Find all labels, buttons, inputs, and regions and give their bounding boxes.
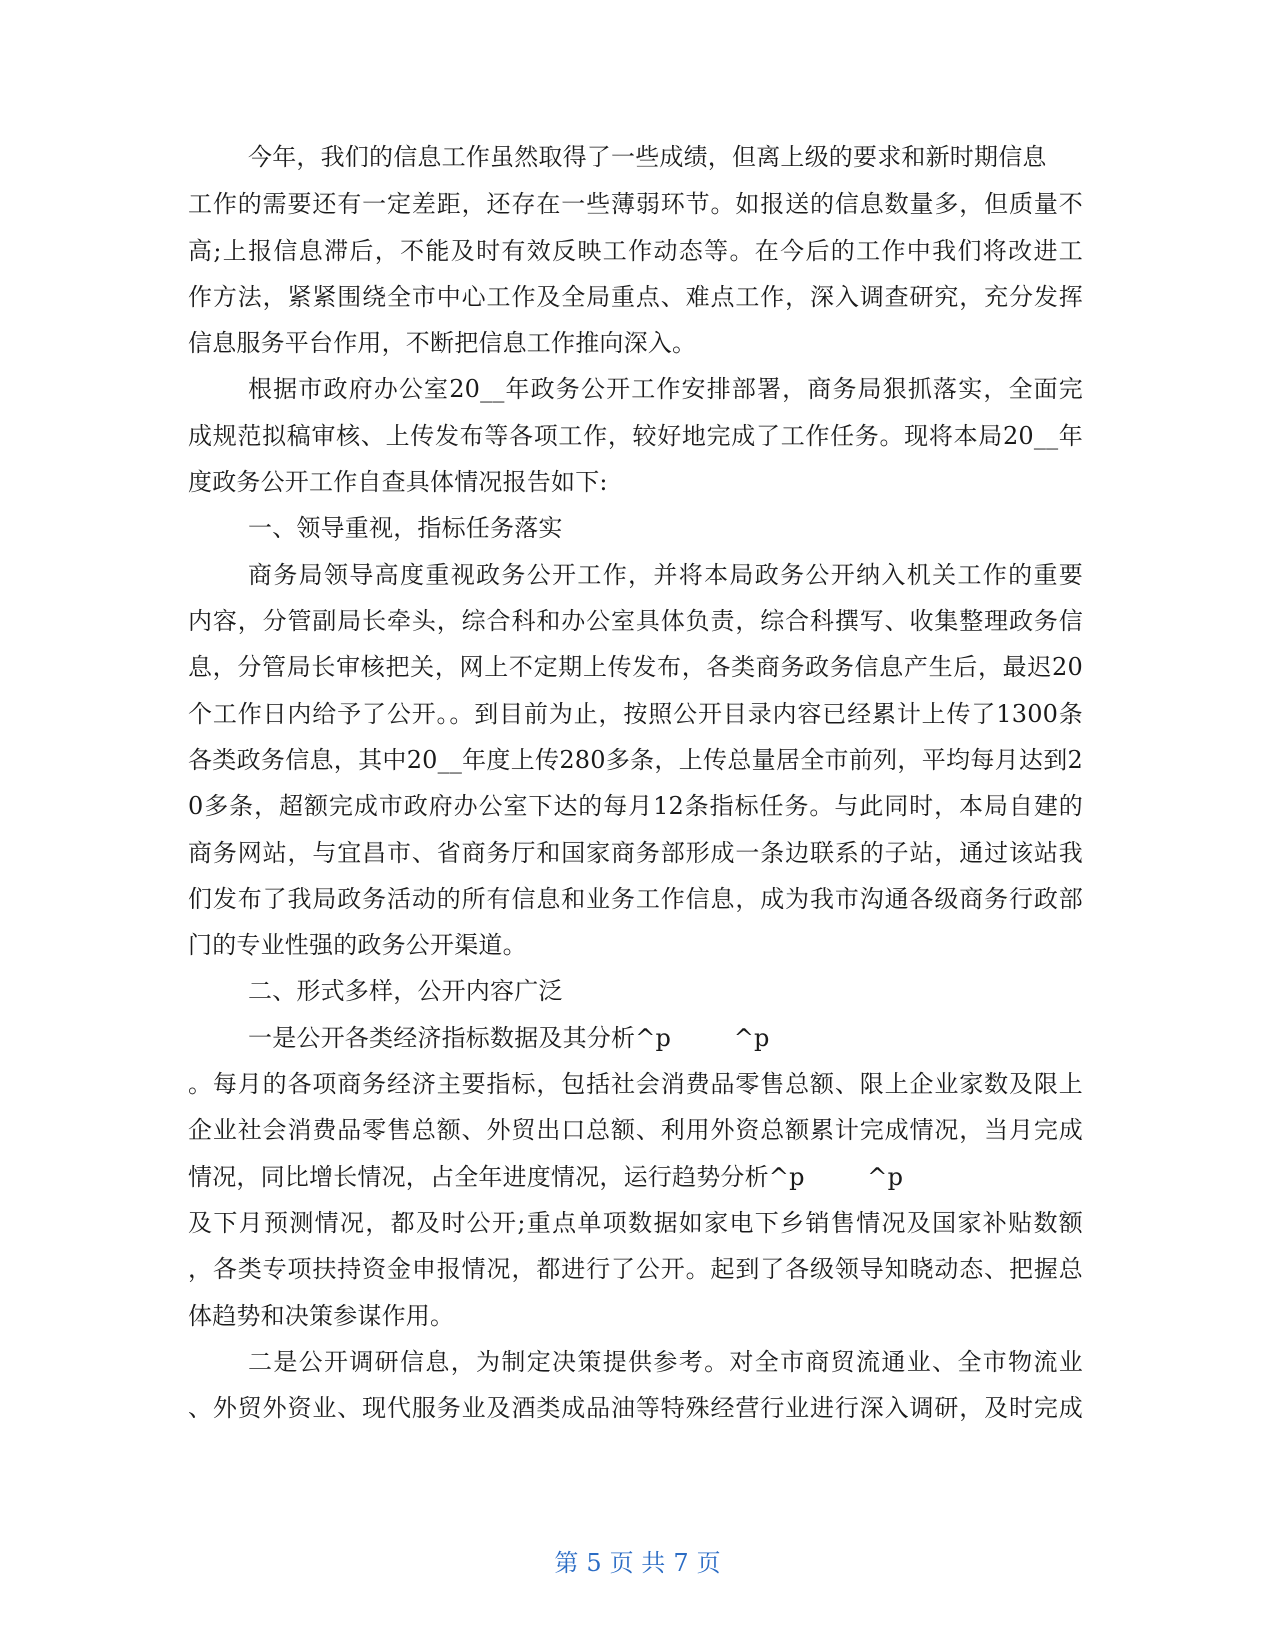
paragraph-line: 一是公开各类经济指标数据及其分析^p ^p [248, 1024, 770, 1052]
paragraph-line: 0多条，超额完成市政府办公室下达的每月12条指标任务。与此同时，本局自建的 [188, 792, 1083, 820]
paragraph-line: 二是公开调研信息，为制定决策提供参考。对全市商贸流通业、全市物流业 [248, 1348, 1083, 1376]
paragraph-line: 们发布了我局政务活动的所有信息和业务工作信息，成为我市沟通各级商务行政部 [188, 885, 1083, 913]
paragraph-line: 商务局领导高度重视政务公开工作，并将本局政务公开纳入机关工作的重要 [248, 561, 1083, 589]
paragraph-line: 作方法，紧紧围绕全市中心工作及全局重点、难点工作，深入调查研究，充分发挥 [188, 283, 1083, 311]
page-label-prefix: 第 [554, 1549, 579, 1577]
paragraph-line: 内容，分管副局长牵头，综合科和办公室具体负责，综合科撰写、收集整理政务信 [188, 607, 1083, 635]
paragraph-line: 个工作日内给予了公开。。到目前为止，按照公开目录内容已经累计上传了1300条 [188, 700, 1083, 728]
paragraph-line: 工作的需要还有一定差距，还存在一些薄弱环节。如报送的信息数量多，但质量不 [188, 190, 1083, 218]
page-label-suffix: 页 [696, 1549, 721, 1577]
paragraph-line: 各类政务信息，其中20__年度上传280多条，上传总量居全市前列，平均每月达到2 [188, 746, 1083, 774]
paragraph-line: 门的专业性强的政务公开渠道。 [188, 931, 527, 959]
section-heading: 二、形式多样，公开内容广泛 [248, 977, 563, 1005]
paragraph-line: 高;上报信息滞后，不能及时有效反映工作动态等。在今后的工作中我们将改进工 [188, 237, 1083, 265]
paragraph-line: 企业社会消费品零售总额、外贸出口总额、利用外资总额累计完成情况，当月完成 [188, 1116, 1083, 1144]
page-footer [0, 1548, 1275, 1578]
paragraph-line: ，各类专项扶持资金申报情况，都进行了公开。起到了各级领导知晓动态、把握总 [188, 1255, 1083, 1283]
paragraph-line: 根据市政府办公室20__年政务公开工作安排部署，商务局狠抓落实，全面完 [248, 375, 1083, 403]
paragraph-line: 信息服务平台作用，不断把信息工作推向深入。 [188, 329, 697, 357]
paragraph-line: 度政务公开工作自查具体情况报告如下: [188, 468, 608, 496]
paragraph-line: 及下月预测情况，都及时公开;重点单项数据如家电下乡销售情况及国家补贴数额 [188, 1209, 1083, 1237]
paragraph-line: 商务网站，与宜昌市、省商务厅和国家商务部形成一条边联系的子站，通过该站我 [188, 839, 1083, 867]
page-number: 5 [586, 1549, 602, 1577]
section-heading: 一、领导重视，指标任务落实 [248, 514, 563, 542]
paragraph-line: 、外贸外资业、现代服务业及酒类成品油等特殊经营行业进行深入调研，及时完成 [188, 1394, 1083, 1422]
paragraph-line: 成规范拟稿审核、上传发布等各项工作，较好地完成了工作任务。现将本局20__年 [188, 422, 1083, 450]
page-label-mid: 页 共 [609, 1549, 666, 1577]
page-total: 7 [673, 1549, 689, 1577]
paragraph-line: 体趋势和决策参谋作用。 [188, 1302, 455, 1330]
paragraph-line: 息，分管局长审核把关，网上不定期上传发布，各类商务政务信息产生后，最迟20 [188, 653, 1083, 681]
paragraph-line: 。每月的各项商务经济主要指标，包括社会消费品零售总额、限上企业家数及限上 [188, 1070, 1083, 1098]
paragraph-line: 今年，我们的信息工作虽然取得了一些成绩，但离上级的要求和新时期信息 [248, 143, 1047, 171]
paragraph-line: 情况，同比增长情况，占全年进度情况，运行趋势分析^p ^p [188, 1163, 904, 1191]
